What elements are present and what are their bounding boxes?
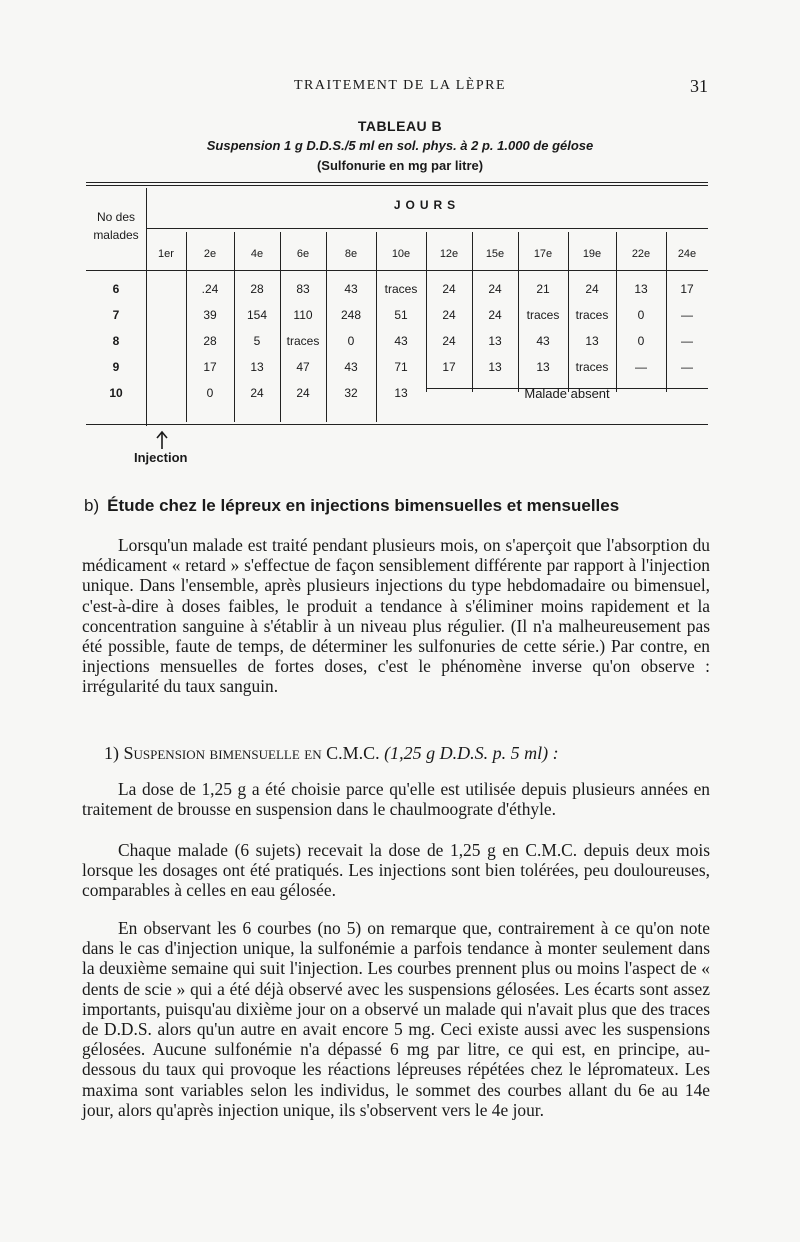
table-title: TABLEAU B — [357, 118, 443, 134]
table-cell: 28 — [203, 334, 217, 348]
table-cell: — — [635, 360, 647, 374]
row-header-label: No des malades — [93, 210, 139, 242]
table-cell: 43 — [344, 360, 358, 374]
table-cell: 83 — [296, 282, 310, 296]
table-cell: 24 — [296, 386, 310, 400]
subsection-number: 1) — [104, 743, 119, 763]
subsection-dose: (1,25 g D.D.S. p. 5 ml) : — [384, 743, 559, 763]
day-header: 12e — [439, 248, 459, 260]
patient-number: 7 — [112, 308, 120, 322]
table-subtitle: Suspension 1 g D.D.S./5 ml en sol. phys. à 2 p. 1.000 de gélose — [206, 138, 594, 153]
table-cell: 17 — [680, 282, 694, 296]
table-cell: 17 — [203, 360, 217, 374]
table-hline-jours — [146, 228, 708, 229]
table-cell: 248 — [340, 308, 362, 322]
paragraph-patients: Chaque malade (6 sujets) recevait la dose de 1,25 g en C.M.C. depuis deux mois lorsque les dosages ont été pratiqués. Les injections sont bien tolérées, peu douloureuses, comparables à celles en eau gélosée. — [82, 840, 710, 901]
section-letter: b) — [84, 496, 100, 515]
table-top-rule — [86, 182, 708, 183]
table-cell: traces — [286, 334, 320, 348]
patient-number: 6 — [112, 282, 120, 296]
subsection-label: Suspension bimensuelle en — [123, 743, 322, 763]
table-cell: 154 — [246, 308, 268, 322]
day-header: 8e — [344, 248, 358, 260]
running-title: TRAITEMENT DE LA LÈPRE — [293, 78, 506, 93]
table-vline-rowheader — [146, 188, 147, 426]
table-cell: 21 — [536, 282, 550, 296]
table-cell: 24 — [488, 282, 502, 296]
table-cell: traces — [575, 360, 609, 374]
day-header: 4e — [250, 248, 264, 260]
absent-note: Malade absent — [524, 386, 610, 401]
table-cell: — — [681, 360, 693, 374]
injection-arrow-icon — [154, 430, 170, 450]
table-cell: 28 — [250, 282, 264, 296]
table-cell: 110 — [293, 308, 313, 322]
table-cell: 13 — [488, 334, 502, 348]
table-cell: 43 — [394, 334, 408, 348]
col-group-label: JOURS — [393, 198, 461, 212]
table-cell: 24 — [250, 386, 264, 400]
day-header: 1er — [158, 248, 174, 260]
table-bottom-rule — [86, 424, 708, 425]
section-heading — [84, 496, 619, 516]
table-cell: 24 — [442, 334, 456, 348]
injection-label: Injection — [134, 450, 188, 465]
table-cell: 24 — [442, 282, 456, 296]
table-cell: 5 — [253, 334, 261, 348]
table-cell: 47 — [296, 360, 310, 374]
table-cell: 17 — [442, 360, 456, 374]
table-cell: 0 — [637, 308, 645, 322]
table-cell: 43 — [344, 282, 358, 296]
table-top-rule-2 — [86, 185, 708, 186]
table-cell: traces — [384, 282, 418, 296]
table-cell: — — [681, 308, 693, 322]
table-cell: 39 — [203, 308, 217, 322]
table-cell: 24 — [585, 282, 599, 296]
table-cell: traces — [575, 308, 609, 322]
table-cell: 13 — [585, 334, 599, 348]
day-header: 15e — [485, 248, 505, 260]
table-cell: 13 — [634, 282, 648, 296]
table-cell: 13 — [250, 360, 264, 374]
table-cell: .24 — [201, 282, 219, 296]
day-header: 22e — [631, 248, 651, 260]
section-title: Étude chez le lépreux en injections bimensuelles et mensuelles — [107, 496, 620, 515]
table-cell: 24 — [488, 308, 502, 322]
day-header: 19e — [582, 248, 602, 260]
day-header: 6e — [296, 248, 310, 260]
paragraph-dose: La dose de 1,25 g a été choisie parce qu'elle est utilisée depuis plusieurs années en traitement de brousse en suspension dans le chaulmoograte d'éthyle. — [82, 779, 710, 820]
table-cell: 13 — [488, 360, 502, 374]
patient-number: 10 — [109, 386, 123, 400]
day-header: 24e — [677, 248, 697, 260]
page-header — [0, 76, 800, 98]
patient-number: 9 — [112, 360, 120, 374]
table-cell: 32 — [344, 386, 358, 400]
table-cell: 0 — [206, 386, 214, 400]
paragraph-intro: Lorsqu'un malade est traité pendant plusieurs mois, on s'aperçoit que l'absorption du médicament « retard » s'effectue de façon sensiblement différente par rapport à l'injection unique. Dans l'ensemble, après plusieurs injections du type hebdomadaire ou bimensuel, c'est-à-dire à doses faibles, le produit a tendance à s'éliminer moins rapidement et la concentration sanguine à s'établir à un niveau plus régulier. (Il n'a malheureusement pas été possible, faute de temps, de déterminer les sulfonuries de cette série.) Par contre, en injections mensuelles de fortes doses, c'est le phénomène inverse qu'on observe : irrégularité du taux sanguin. — [82, 535, 710, 697]
table-cell: 13 — [536, 360, 550, 374]
table-cell: 71 — [394, 360, 408, 374]
day-header: 2e — [203, 248, 217, 260]
table-cell: 51 — [394, 308, 408, 322]
table-subtitle-units: (Sulfonurie en mg par litre) — [316, 158, 484, 173]
day-header: 17e — [533, 248, 553, 260]
table-cell: 43 — [536, 334, 550, 348]
page-number: 31 — [690, 76, 708, 96]
table-cell: — — [681, 334, 693, 348]
patient-number: 8 — [112, 334, 120, 348]
paragraph-curves: En observant les 6 courbes (no 5) on remarque que, contrairement à ce qu'on note dans le cas d'injection unique, la sulfonémie a parfois tendance à monter seulement dans la deuxième semaine qui suit l'injection. Les courbes prennent plus ou moins l'aspect de « dents de scie » qui a été déjà observé avec les suspensions gélosées. Les écarts sont assez importants, puisqu'au dixième jour on a observé un malade qui n'avait plus que des traces de D.D.S. alors qu'un autre en avait encore 5 mg. Ceci existe aussi avec les suspensions gélosées. Aucune sulfonémie n'a dépassé 6 mg par litre, ce qui est, en principe, au-dessous du taux qui provoque les réactions lépreuses répétées chez le lépromateux. Les maxima sont variables selon les individus, le sommet des courbes allant du 6e au 14e jour, alors qu'après injection unique, ils s'observent vers le 4e jour. — [82, 918, 710, 1120]
table-cell: 13 — [394, 386, 408, 400]
table-cell: 24 — [442, 308, 456, 322]
sulfonurie-table — [86, 188, 708, 426]
table-cell: 0 — [637, 334, 645, 348]
day-header: 10e — [391, 248, 411, 260]
subsection-heading — [104, 743, 559, 764]
table-cell: 0 — [347, 334, 355, 348]
table-cell: traces — [526, 308, 560, 322]
subsection-cmc: C.M.C. — [326, 743, 380, 763]
table-hline-header — [86, 270, 708, 271]
